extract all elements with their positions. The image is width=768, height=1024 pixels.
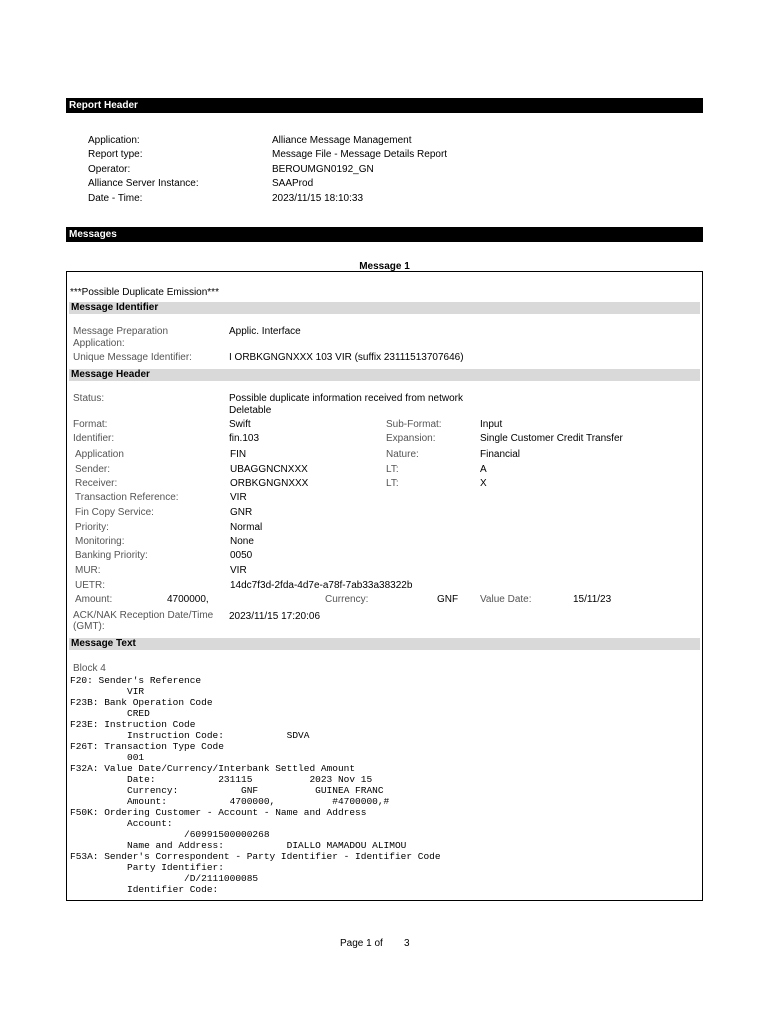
uetr-label: UETR:: [75, 580, 105, 591]
text-line: F23E: Instruction Code: [70, 719, 196, 730]
text-line: VIR: [70, 686, 145, 697]
status-label: Status:: [73, 393, 105, 404]
section-message-text: Message Text: [69, 638, 700, 650]
text-line: 001: [70, 752, 145, 763]
report-header-bar: Report Header: [66, 98, 703, 113]
amount-value: 4700000,: [167, 594, 209, 605]
text-line: Amount: 4700000, #4700000,#: [70, 796, 390, 807]
messages-bar: Messages: [66, 227, 703, 242]
priority-value: Normal: [230, 522, 263, 533]
status-value: Possible duplicate information received from network: [229, 393, 463, 404]
nature-label: Nature:: [386, 449, 419, 460]
text-line: Date: 231115 2023 Nov 15: [70, 774, 373, 785]
amount-label: Amount:: [75, 594, 113, 605]
lt-label: LT:: [386, 464, 399, 475]
header-row: Application: Alliance Message Management: [88, 135, 412, 146]
identifier-value: fin.103: [229, 433, 260, 444]
text-line: Instruction Code: SDVA: [70, 730, 310, 741]
banking-priority-value: 0050: [230, 550, 253, 561]
ack-label: ACK/NAK Reception Date/Time: [73, 610, 214, 621]
priority-label: Priority:: [75, 522, 109, 533]
currency-label: Currency:: [325, 594, 369, 605]
text-line: F20: Sender's Reference: [70, 675, 202, 686]
text-line: Party Identifier:: [70, 862, 224, 873]
text-line: F32A: Value Date/Currency/Interbank Settled Amount: [70, 763, 356, 774]
text-line: F53A: Sender's Correspondent - Party Identifier - Identifier Code: [70, 851, 441, 862]
mur-value: VIR: [230, 565, 247, 576]
page-label: Page 1 of: [340, 938, 383, 949]
message-text-body: [70, 675, 441, 895]
banking-priority-label: Banking Priority:: [75, 550, 148, 561]
ack-label-gmt: (GMT):: [73, 621, 105, 632]
monitoring-value: None: [230, 536, 254, 547]
page-total: 3: [404, 938, 410, 949]
duplicate-note: ***Possible Duplicate Emission***: [70, 287, 219, 298]
uetr-value: 14dc7f3d-2fda-4d7e-a78f-7ab33a38322b: [230, 580, 413, 591]
prep-value: Applic. Interface: [229, 326, 301, 337]
message-box: [66, 271, 703, 901]
text-line: CRED: [70, 708, 150, 719]
lt-label: LT:: [386, 478, 399, 489]
monitoring-label: Monitoring:: [75, 536, 125, 547]
text-line: Account:: [70, 818, 173, 829]
section-message-identifier: Message Identifier: [69, 302, 700, 314]
currency-value: GNF: [437, 594, 459, 605]
prep-label: Message Preparation Application:: [73, 326, 169, 349]
text-line: Name and Address: DIALLO MAMADOU ALIMOU: [70, 840, 407, 851]
lt-value: X: [480, 478, 487, 489]
text-line: F23B: Bank Operation Code: [70, 697, 213, 708]
value-date-label: Value Date:: [480, 594, 532, 605]
text-line: F26T: Transaction Type Code: [70, 741, 224, 752]
header-row: Operator: BEROUMGN0192_GN: [88, 164, 374, 175]
sender-label: Sender:: [75, 464, 111, 475]
text-line: Identifier Code:: [70, 884, 219, 895]
text-line: Currency: GNF GUINEA FRANC: [70, 785, 384, 796]
lt-value: A: [480, 464, 487, 475]
subformat-label: Sub-Format:: [386, 419, 442, 430]
header-row: Date - Time: 2023/11/15 18:10:33: [88, 193, 364, 204]
fincopy-label: Fin Copy Service:: [75, 507, 154, 518]
format-value: Swift: [229, 419, 251, 430]
umi-value: I ORBKGNGNXXX 103 VIR (suffix 23111513707646): [229, 352, 464, 363]
text-line: /60991500000268: [70, 829, 270, 840]
section-message-header: Message Header: [69, 369, 700, 381]
application-value: FIN: [230, 449, 247, 460]
message-title: Message 1: [359, 261, 410, 272]
expansion-value: Single Customer Credit Transfer: [480, 433, 623, 444]
mur-label: MUR:: [75, 565, 101, 576]
txref-label: Transaction Reference:: [75, 492, 179, 503]
value-date-value: 15/11/23: [573, 594, 612, 605]
header-row: Alliance Server Instance: SAAProd: [88, 178, 314, 189]
header-row: Report type: Message File - Message Details Report: [88, 149, 448, 160]
application-label: Application: [75, 449, 124, 460]
status-value-2: Deletable: [229, 405, 272, 416]
receiver-label: Receiver:: [75, 478, 118, 489]
block-label: Block 4: [73, 663, 106, 674]
receiver-value: ORBKGNGNXXX: [230, 478, 309, 489]
fincopy-value: GNR: [230, 507, 253, 518]
text-line: F50K: Ordering Customer - Account - Name and Address: [70, 807, 367, 818]
sender-value: UBAGGNCNXXX: [230, 464, 308, 475]
txref-value: VIR: [230, 492, 247, 503]
nature-value: Financial: [480, 449, 521, 460]
subformat-value: Input: [480, 419, 503, 430]
expansion-label: Expansion:: [386, 433, 436, 444]
umi-label: Unique Message Identifier:: [73, 352, 192, 363]
text-line: /D/2111000085: [70, 873, 259, 884]
format-label: Format:: [73, 419, 108, 430]
ack-value: 2023/11/15 17:20:06: [229, 611, 321, 622]
identifier-label: Identifier:: [73, 433, 115, 444]
